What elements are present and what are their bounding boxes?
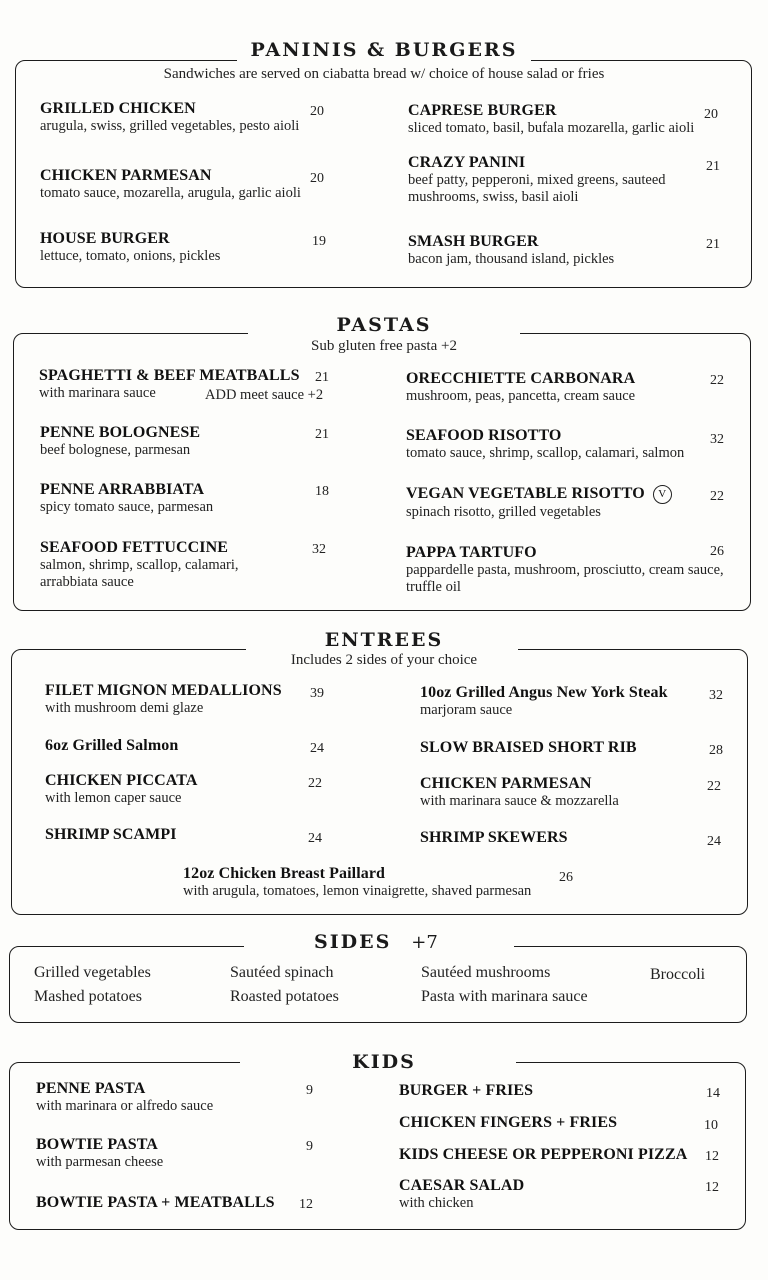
item-price: 18 bbox=[315, 484, 329, 499]
item-description: with marinara sauce & mozzarella bbox=[420, 793, 619, 809]
item-description: arugula, swiss, grilled vegetables, pesto aioli bbox=[40, 118, 300, 134]
section-subtitle: Includes 2 sides of your choice bbox=[290, 652, 478, 668]
side-item: Grilled vegetables bbox=[34, 964, 151, 981]
item-name: CHICKEN PARMESAN bbox=[420, 775, 592, 792]
section-subtitle: Sandwiches are served on ciabatta bread w/ choice of house salad or fries bbox=[163, 66, 605, 82]
item-price: 28 bbox=[709, 743, 723, 758]
section-title: SIDES bbox=[300, 931, 405, 953]
section-subtitle: Sub gluten free pasta +2 bbox=[311, 338, 457, 354]
item-description: with lemon caper sauce bbox=[45, 790, 182, 806]
side-item: Pasta with marinara sauce bbox=[421, 988, 588, 1005]
item-name: SLOW BRAISED SHORT RIB bbox=[420, 739, 637, 756]
item-name: CAPRESE BURGER bbox=[408, 102, 557, 119]
menu-item bbox=[36, 1080, 336, 1115]
item-name: 6oz Grilled Salmon bbox=[45, 737, 179, 754]
item-price: 22 bbox=[710, 489, 724, 504]
item-name: 12oz Chicken Breast Paillard bbox=[183, 865, 386, 882]
item-name: SMASH BURGER bbox=[408, 233, 539, 250]
item-description: with arugula, tomatoes, lemon vinaigrette, shaved parmesan bbox=[183, 883, 532, 899]
item-description: marjoram sauce bbox=[420, 702, 513, 718]
section-title: ENTREES bbox=[311, 629, 457, 651]
item-name: BURGER + FRIES bbox=[399, 1082, 534, 1099]
item-description: mushroom, peas, pancetta, cream sauce bbox=[406, 388, 636, 404]
item-name: SEAFOOD RISOTTO bbox=[406, 427, 562, 444]
sides-price: +7 bbox=[405, 932, 452, 953]
item-price: 21 bbox=[706, 159, 720, 174]
menu-item bbox=[36, 1136, 336, 1171]
item-description: salmon, shrimp, scallop, calamari, arrabbiata sauce bbox=[40, 557, 239, 590]
item-name: SHRIMP SCAMPI bbox=[45, 826, 177, 843]
item-name: BOWTIE PASTA + MEATBALLS bbox=[36, 1194, 275, 1211]
item-description: lettuce, tomato, onions, pickles bbox=[40, 248, 221, 264]
item-name: VEGAN VEGETABLE RISOTTO bbox=[406, 485, 645, 502]
item-description: bacon jam, thousand island, pickles bbox=[408, 251, 615, 267]
item-price: 10 bbox=[704, 1118, 718, 1133]
item-price: 24 bbox=[707, 834, 721, 849]
item-price: 32 bbox=[312, 542, 326, 557]
item-name: CRAZY PANINI bbox=[408, 154, 526, 171]
item-description: sliced tomato, basil, bufala mozarella, garlic aioli bbox=[408, 120, 695, 136]
item-price: 14 bbox=[706, 1086, 720, 1101]
item-price: 19 bbox=[312, 234, 326, 249]
item-name: SHRIMP SKEWERS bbox=[420, 829, 568, 846]
item-price: 12 bbox=[299, 1197, 313, 1212]
menu-item bbox=[399, 1114, 729, 1132]
item-name: PAPPA TARTUFO bbox=[406, 544, 537, 561]
item-name: SPAGHETTI & BEEF MEATBALLS bbox=[39, 367, 300, 384]
item-name: ORECCHIETTE CARBONARA bbox=[406, 370, 636, 387]
item-price: 21 bbox=[315, 427, 329, 442]
item-description: with parmesan cheese bbox=[36, 1154, 164, 1170]
item-price: 21 bbox=[315, 370, 329, 385]
item-name: 10oz Grilled Angus New York Steak bbox=[420, 684, 668, 701]
menu-item bbox=[399, 1146, 729, 1164]
item-name: CAESAR SALAD bbox=[399, 1177, 525, 1194]
item-price: 24 bbox=[308, 831, 322, 846]
item-description: spicy tomato sauce, parmesan bbox=[40, 499, 214, 515]
item-name: CHICKEN PARMESAN bbox=[40, 167, 212, 184]
item-description: with chicken bbox=[399, 1195, 474, 1211]
item-name: PENNE PASTA bbox=[36, 1080, 146, 1097]
item-description: spinach risotto, grilled vegetables bbox=[406, 504, 601, 520]
item-name: GRILLED CHICKEN bbox=[40, 100, 196, 117]
item-price: 12 bbox=[705, 1180, 719, 1195]
item-price: 12 bbox=[705, 1149, 719, 1164]
item-name: FILET MIGNON MEDALLIONS bbox=[45, 682, 282, 699]
section-title: KIDS bbox=[338, 1051, 430, 1073]
item-description: beef bolognese, parmesan bbox=[40, 442, 191, 458]
item-description: with marinara sauce bbox=[39, 385, 156, 401]
item-price: 32 bbox=[709, 688, 723, 703]
item-name: CHICKEN FINGERS + FRIES bbox=[399, 1114, 618, 1131]
item-price: 9 bbox=[306, 1083, 313, 1098]
side-item: Mashed potatoes bbox=[34, 988, 142, 1005]
item-name: CHICKEN PICCATA bbox=[45, 772, 198, 789]
item-price: 32 bbox=[710, 432, 724, 447]
item-description: beef patty, pepperoni, mixed greens, sauteed mushrooms, swiss, basil aioli bbox=[408, 172, 666, 205]
side-item: Sautéed mushrooms bbox=[421, 964, 551, 981]
section-title: PANINIS & BURGERS bbox=[237, 39, 532, 61]
item-name: HOUSE BURGER bbox=[40, 230, 170, 247]
item-name: BOWTIE PASTA bbox=[36, 1136, 158, 1153]
item-name: PENNE ARRABBIATA bbox=[40, 481, 205, 498]
item-price: 9 bbox=[306, 1139, 313, 1154]
item-price: 20 bbox=[704, 107, 718, 122]
item-name: SEAFOOD FETTUCCINE bbox=[40, 539, 229, 556]
side-item: Broccoli bbox=[650, 966, 706, 983]
vegan-badge-icon: V bbox=[653, 485, 672, 504]
item-price: 20 bbox=[310, 171, 324, 186]
item-price: 39 bbox=[310, 686, 324, 701]
menu-item bbox=[399, 1082, 729, 1100]
item-description: tomato sauce, mozarella, arugula, garlic aioli bbox=[40, 185, 301, 201]
item-description: with marinara or alfredo sauce bbox=[36, 1098, 214, 1114]
item-name: KIDS CHEESE OR PEPPERONI PIZZA bbox=[399, 1146, 688, 1163]
side-item: Roasted potatoes bbox=[230, 988, 339, 1005]
item-description: pappardelle pasta, mushroom, prosciutto, cream sauce, truffle oil bbox=[406, 562, 724, 595]
item-addon-note: ADD meet sauce +2 bbox=[205, 387, 324, 403]
item-price: 20 bbox=[310, 104, 324, 119]
item-price: 22 bbox=[707, 779, 721, 794]
side-item: Sautéed spinach bbox=[230, 964, 334, 981]
item-description: tomato sauce, shrimp, scallop, calamari, salmon bbox=[406, 445, 685, 461]
item-price: 22 bbox=[710, 373, 724, 388]
item-price: 24 bbox=[310, 741, 324, 756]
item-price: 21 bbox=[706, 237, 720, 252]
menu-item bbox=[399, 1177, 729, 1212]
menu-item bbox=[36, 1194, 336, 1212]
item-name: PENNE BOLOGNESE bbox=[40, 424, 201, 441]
item-price: 26 bbox=[559, 870, 573, 885]
item-price: 26 bbox=[710, 544, 724, 559]
item-price: 22 bbox=[308, 776, 322, 791]
item-description: with mushroom demi glaze bbox=[45, 700, 204, 716]
section-title: PASTAS bbox=[323, 314, 446, 336]
